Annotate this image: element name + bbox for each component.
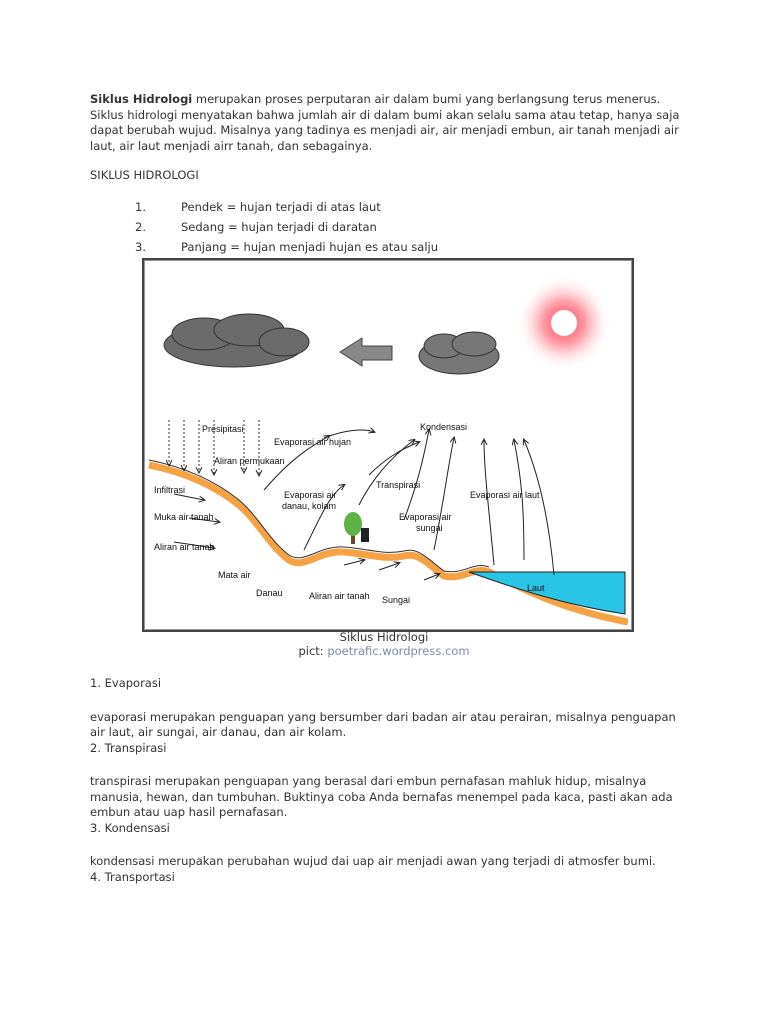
label-sungai: Sungai (382, 595, 411, 605)
list-item (90, 218, 690, 238)
source-link[interactable]: poetrafic.wordpress.com (327, 644, 470, 658)
diagram-canvas (144, 260, 628, 626)
list-text: Sedang = hujan terjadi di daratan (181, 219, 377, 234)
section-body: transpirasi merupakan penguapan yang berasal dari embun pernafasan mahluk hidup, misalnya manusia, hewan, dan tumbuhan. Buktinya coba Anda bernafas menempel pada kaca, pasti akan ada embun atau uap hasil pernafasan. (90, 774, 673, 819)
label-aliran-air-tanah-left: Aliran air tanah (154, 542, 215, 552)
tree-icon (344, 512, 369, 544)
list-number: 3. (135, 239, 146, 254)
label-danau: Danau (256, 588, 283, 598)
list-item (90, 198, 690, 218)
label-mata-air: Mata air (218, 570, 251, 580)
vapor-cloud-icon (419, 332, 499, 374)
label-aliran-permukaan: Aliran permukaan (214, 456, 285, 466)
list-item (90, 238, 690, 258)
section-title: 1. Evaporasi (90, 676, 162, 690)
label-presipitasi: Presipitasi (202, 424, 244, 434)
figure-caption (0, 630, 768, 658)
label-aliran-air-tanah-bottom: Aliran air tanah (309, 591, 370, 601)
caption-title: Siklus Hidrologi (339, 630, 429, 644)
label-transpirasi: Transpirasi (376, 480, 421, 490)
intro-title: Siklus Hidrologi (90, 92, 193, 106)
label-muka-air-tanah: Muka air tanah (154, 512, 214, 522)
label-evaporasi-air-sungai: Evaporasi air (399, 512, 452, 522)
label-laut: Laut (527, 583, 545, 593)
intro-body: merupakan proses perputaran air dalam bumi yang berlangsung terus menerus. Siklus hidrologi menyatakan bahwa jumlah air di dalam bumi akan selalu sama atau tetap, hanya saja dapat berubah wujud. Misalnya yang tadinya es menjadi air, air menjadi embun, air tanah menjadi air laut, air laut menjadi airr tanah, dan sebagainya. (90, 92, 680, 153)
list-number: 2. (135, 219, 146, 234)
section-evaporasi (90, 676, 690, 885)
label-evaporasi-air-sungai-2: sungai (416, 523, 443, 533)
cycle-levels-list (90, 198, 690, 258)
label-evaporasi-air-hujan: Evaporasi air hujan (274, 437, 352, 447)
section-title: 4. Transportasi (90, 869, 175, 884)
label-evaporasi-air-laut: Evaporasi air laut (470, 490, 540, 500)
section-body: kondensasi merupakan perubahan wujud dai uap air menjadi awan yang terjadi di atmosfer bumi. (90, 854, 656, 868)
section-title: 3. Kondensasi (90, 820, 170, 835)
section-title: 2. Transpirasi (90, 740, 167, 755)
label-evaporasi-air-danau-2: danau, kolam (282, 501, 337, 511)
sun-icon (516, 275, 612, 371)
intro-paragraph (90, 92, 690, 258)
hydrology-cycle-diagram (142, 258, 634, 632)
list-text: Pendek = hujan terjadi di atas laut (181, 199, 381, 214)
label-evaporasi-air-danau: Evaporasi air (284, 490, 337, 500)
section-body: evaporasi merupakan penguapan yang bersumber dari badan air atau perairan, misalnya penguapan air laut, air sungai, air danau, dan air kolam. (90, 709, 676, 739)
intro-text (90, 92, 690, 154)
section-heading: SIKLUS HIDROLOGI (90, 168, 199, 182)
caption-source (0, 644, 768, 658)
caption-pict-prefix: pict: (298, 644, 328, 658)
list-text: Panjang = hujan menjadi hujan es atau salju (181, 239, 439, 254)
label-kondensasi: Kondensasi (420, 422, 468, 432)
rain-cloud-icon (164, 314, 309, 367)
label-infiltrasi: Infiltrasi (154, 485, 186, 495)
wind-arrow-icon (340, 338, 392, 366)
list-number: 1. (135, 199, 146, 214)
